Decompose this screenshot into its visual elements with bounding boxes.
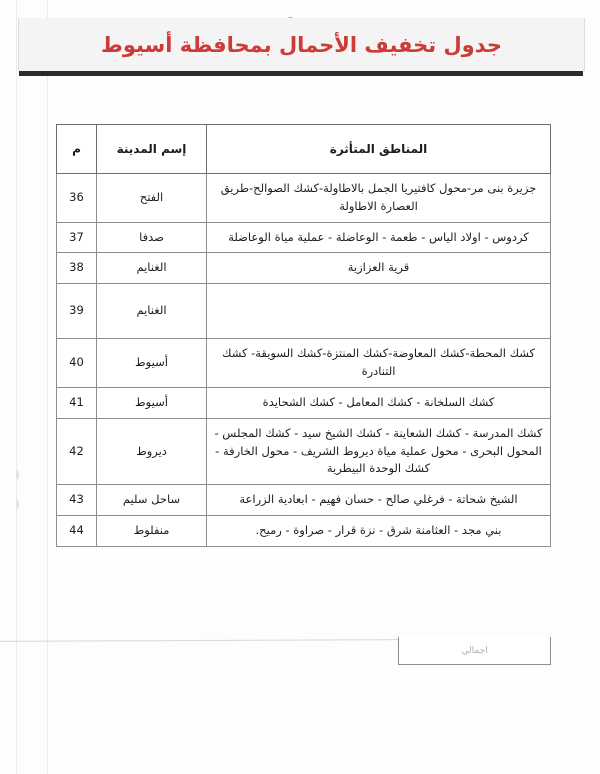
- column-header-areas: المناطق المتأثرة: [207, 125, 551, 174]
- cell-number: 41: [57, 387, 97, 418]
- scan-artifact-line-left: [16, 0, 17, 774]
- title-underline-rule: [19, 71, 583, 76]
- table-row: [57, 485, 551, 516]
- table-row: [57, 418, 551, 484]
- table-row: [57, 174, 551, 223]
- cell-areas: بني مجد - العثامنة شرق - نزة قرار - صراوة - رميح.: [207, 515, 551, 546]
- cell-areas: كشك المحطة-كشك المعاوضة-كشك المنتزة-كشك السويقة- كشك التنادرة: [207, 339, 551, 388]
- cell-number: 42: [57, 418, 97, 484]
- cell-number: 43: [57, 485, 97, 516]
- table-row: [57, 387, 551, 418]
- total-underline-rule: [402, 664, 551, 665]
- column-header-number: م: [57, 125, 97, 174]
- cell-number: 40: [57, 339, 97, 388]
- page-title: جدول تخفيف الأحمال بمحافظة أسيوط: [101, 32, 502, 57]
- column-header-city: إسم المدينة: [97, 125, 207, 174]
- cell-areas: جزيرة بنى مر-محول كافتيريا الجمل بالاطاولة-كشك الصوالح-طريق العصارة الاطاولة: [207, 174, 551, 223]
- cell-number: 36: [57, 174, 97, 223]
- cell-city: الغنايم: [97, 253, 207, 284]
- cell-areas: كردوس - اولاد الياس - طعمة - الوعاضلة - عملية مياة الوعاضلة: [207, 222, 551, 253]
- cell-city: ساحل سليم: [97, 485, 207, 516]
- table-row: [57, 515, 551, 546]
- table-row: [57, 339, 551, 388]
- cell-areas: [207, 284, 551, 339]
- cell-number: 39: [57, 284, 97, 339]
- cell-city: منفلوط: [97, 515, 207, 546]
- load-shedding-table: [56, 124, 551, 547]
- cell-city: ديروط: [97, 418, 207, 484]
- cell-city: الفتح: [97, 174, 207, 223]
- cell-number: 44: [57, 515, 97, 546]
- scan-artifact-line-inner: [47, 0, 48, 774]
- cell-number: 38: [57, 253, 97, 284]
- cell-areas: قرية العزازية: [207, 253, 551, 284]
- table-body: [57, 174, 551, 547]
- cell-areas: كشك السلخانة - كشك المعامل - كشك الشحايدة: [207, 387, 551, 418]
- total-label: اجمالي: [461, 645, 488, 656]
- cell-city: صدفا: [97, 222, 207, 253]
- cell-city: الغنايم: [97, 284, 207, 339]
- scan-artifact-speck-upper: [16, 470, 19, 479]
- cell-areas: الشيخ شحاتة - فرغلي صالح - حسان فهيم - ابعادية الزراعة: [207, 485, 551, 516]
- table-header-row: [57, 125, 551, 174]
- load-shedding-table-container: [57, 124, 551, 547]
- table-header: [57, 125, 551, 174]
- table-row: [57, 284, 551, 339]
- scan-artifact-speck-lower: [16, 500, 19, 509]
- table-row: [57, 222, 551, 253]
- table-row: [57, 253, 551, 284]
- cell-number: 37: [57, 222, 97, 253]
- cell-city: أسيوط: [97, 339, 207, 388]
- total-row: [398, 637, 551, 665]
- title-banner: [18, 18, 585, 71]
- cell-areas: كشك المدرسة - كشك الشعاينة - كشك الشيخ سيد - كشك المجلس - المحول البحرى - محول عملية مياة ديروط الشريف - محول الخارفة - كشك الوحدة البيطرية: [207, 418, 551, 484]
- table-bottom-rule: [0, 639, 398, 642]
- cell-city: أسيوط: [97, 387, 207, 418]
